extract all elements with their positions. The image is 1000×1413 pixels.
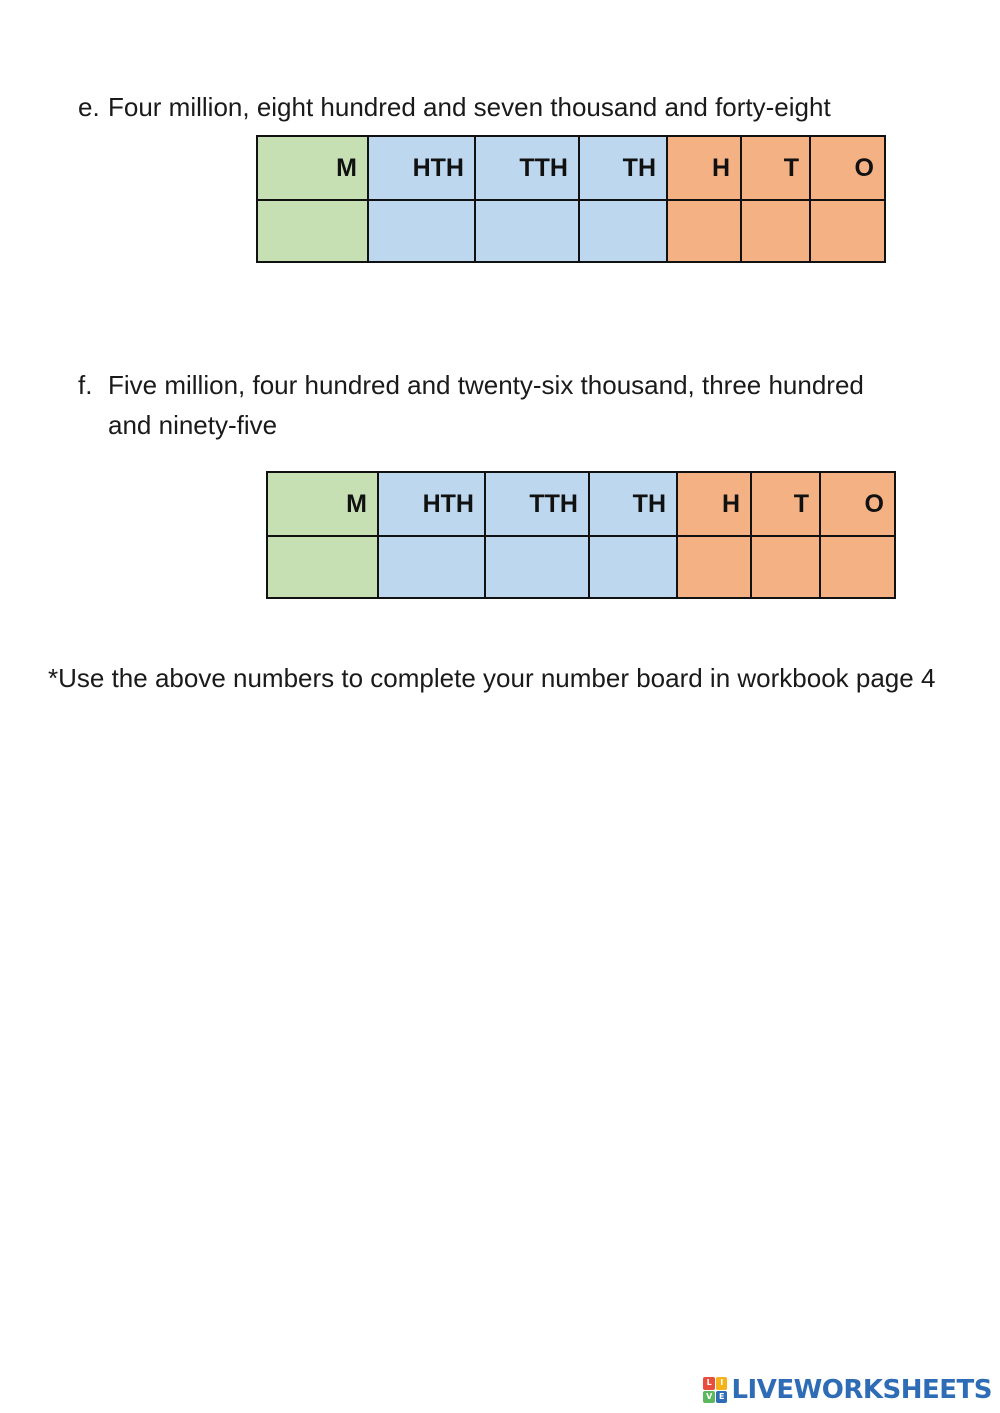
answer-cell-millions[interactable] — [257, 200, 368, 262]
question-e — [78, 87, 958, 127]
answer-cell-ten-thousands[interactable] — [485, 536, 589, 598]
header-millions: M — [267, 472, 378, 536]
table-header-row — [257, 136, 885, 200]
logo-letter-i: I — [716, 1377, 728, 1390]
header-hundred-thousands: HTH — [378, 472, 485, 536]
header-ten-thousands: TTH — [485, 472, 589, 536]
liveworksheets-logo-icon — [703, 1377, 727, 1403]
answer-cell-ten-thousands[interactable] — [475, 200, 579, 262]
table-answer-row — [267, 536, 895, 598]
table-answer-row — [257, 200, 885, 262]
header-hundreds: H — [667, 136, 741, 200]
question-f — [78, 365, 868, 445]
table-header-row — [267, 472, 895, 536]
answer-cell-thousands[interactable] — [589, 536, 677, 598]
header-ones: O — [820, 472, 895, 536]
answer-cell-tens[interactable] — [751, 536, 820, 598]
question-f-text: Five million, four hundred and twenty-six thousand, three hundred and ninety-five — [108, 370, 864, 440]
answer-cell-hundreds[interactable] — [667, 200, 741, 262]
header-ten-thousands: TTH — [475, 136, 579, 200]
header-tens: T — [751, 472, 820, 536]
place-value-table-f — [266, 471, 896, 599]
answer-cell-hundreds[interactable] — [677, 536, 751, 598]
logo-letter-e: E — [716, 1391, 728, 1404]
question-f-letter: f. — [78, 370, 93, 400]
header-millions: M — [257, 136, 368, 200]
logo-letter-v: V — [703, 1391, 715, 1404]
liveworksheets-brand — [703, 1375, 992, 1405]
question-e-text: Four million, eight hundred and seven thousand and forty-eight — [108, 92, 831, 122]
brand-name: LIVEWORKSHEETS — [731, 1375, 992, 1405]
question-e-letter: e. — [78, 92, 100, 122]
answer-cell-ones[interactable] — [820, 536, 895, 598]
place-value-table-e — [256, 135, 886, 263]
header-tens: T — [741, 136, 810, 200]
answer-cell-hundred-thousands[interactable] — [368, 200, 475, 262]
logo-letter-l: L — [703, 1377, 715, 1390]
header-ones: O — [810, 136, 885, 200]
header-hundred-thousands: HTH — [368, 136, 475, 200]
header-thousands: TH — [589, 472, 677, 536]
answer-cell-ones[interactable] — [810, 200, 885, 262]
answer-cell-millions[interactable] — [267, 536, 378, 598]
workbook-note: *Use the above numbers to complete your number board in workbook page 4 — [48, 663, 936, 693]
header-thousands: TH — [579, 136, 667, 200]
answer-cell-hundred-thousands[interactable] — [378, 536, 485, 598]
header-hundreds: H — [677, 472, 751, 536]
answer-cell-tens[interactable] — [741, 200, 810, 262]
answer-cell-thousands[interactable] — [579, 200, 667, 262]
